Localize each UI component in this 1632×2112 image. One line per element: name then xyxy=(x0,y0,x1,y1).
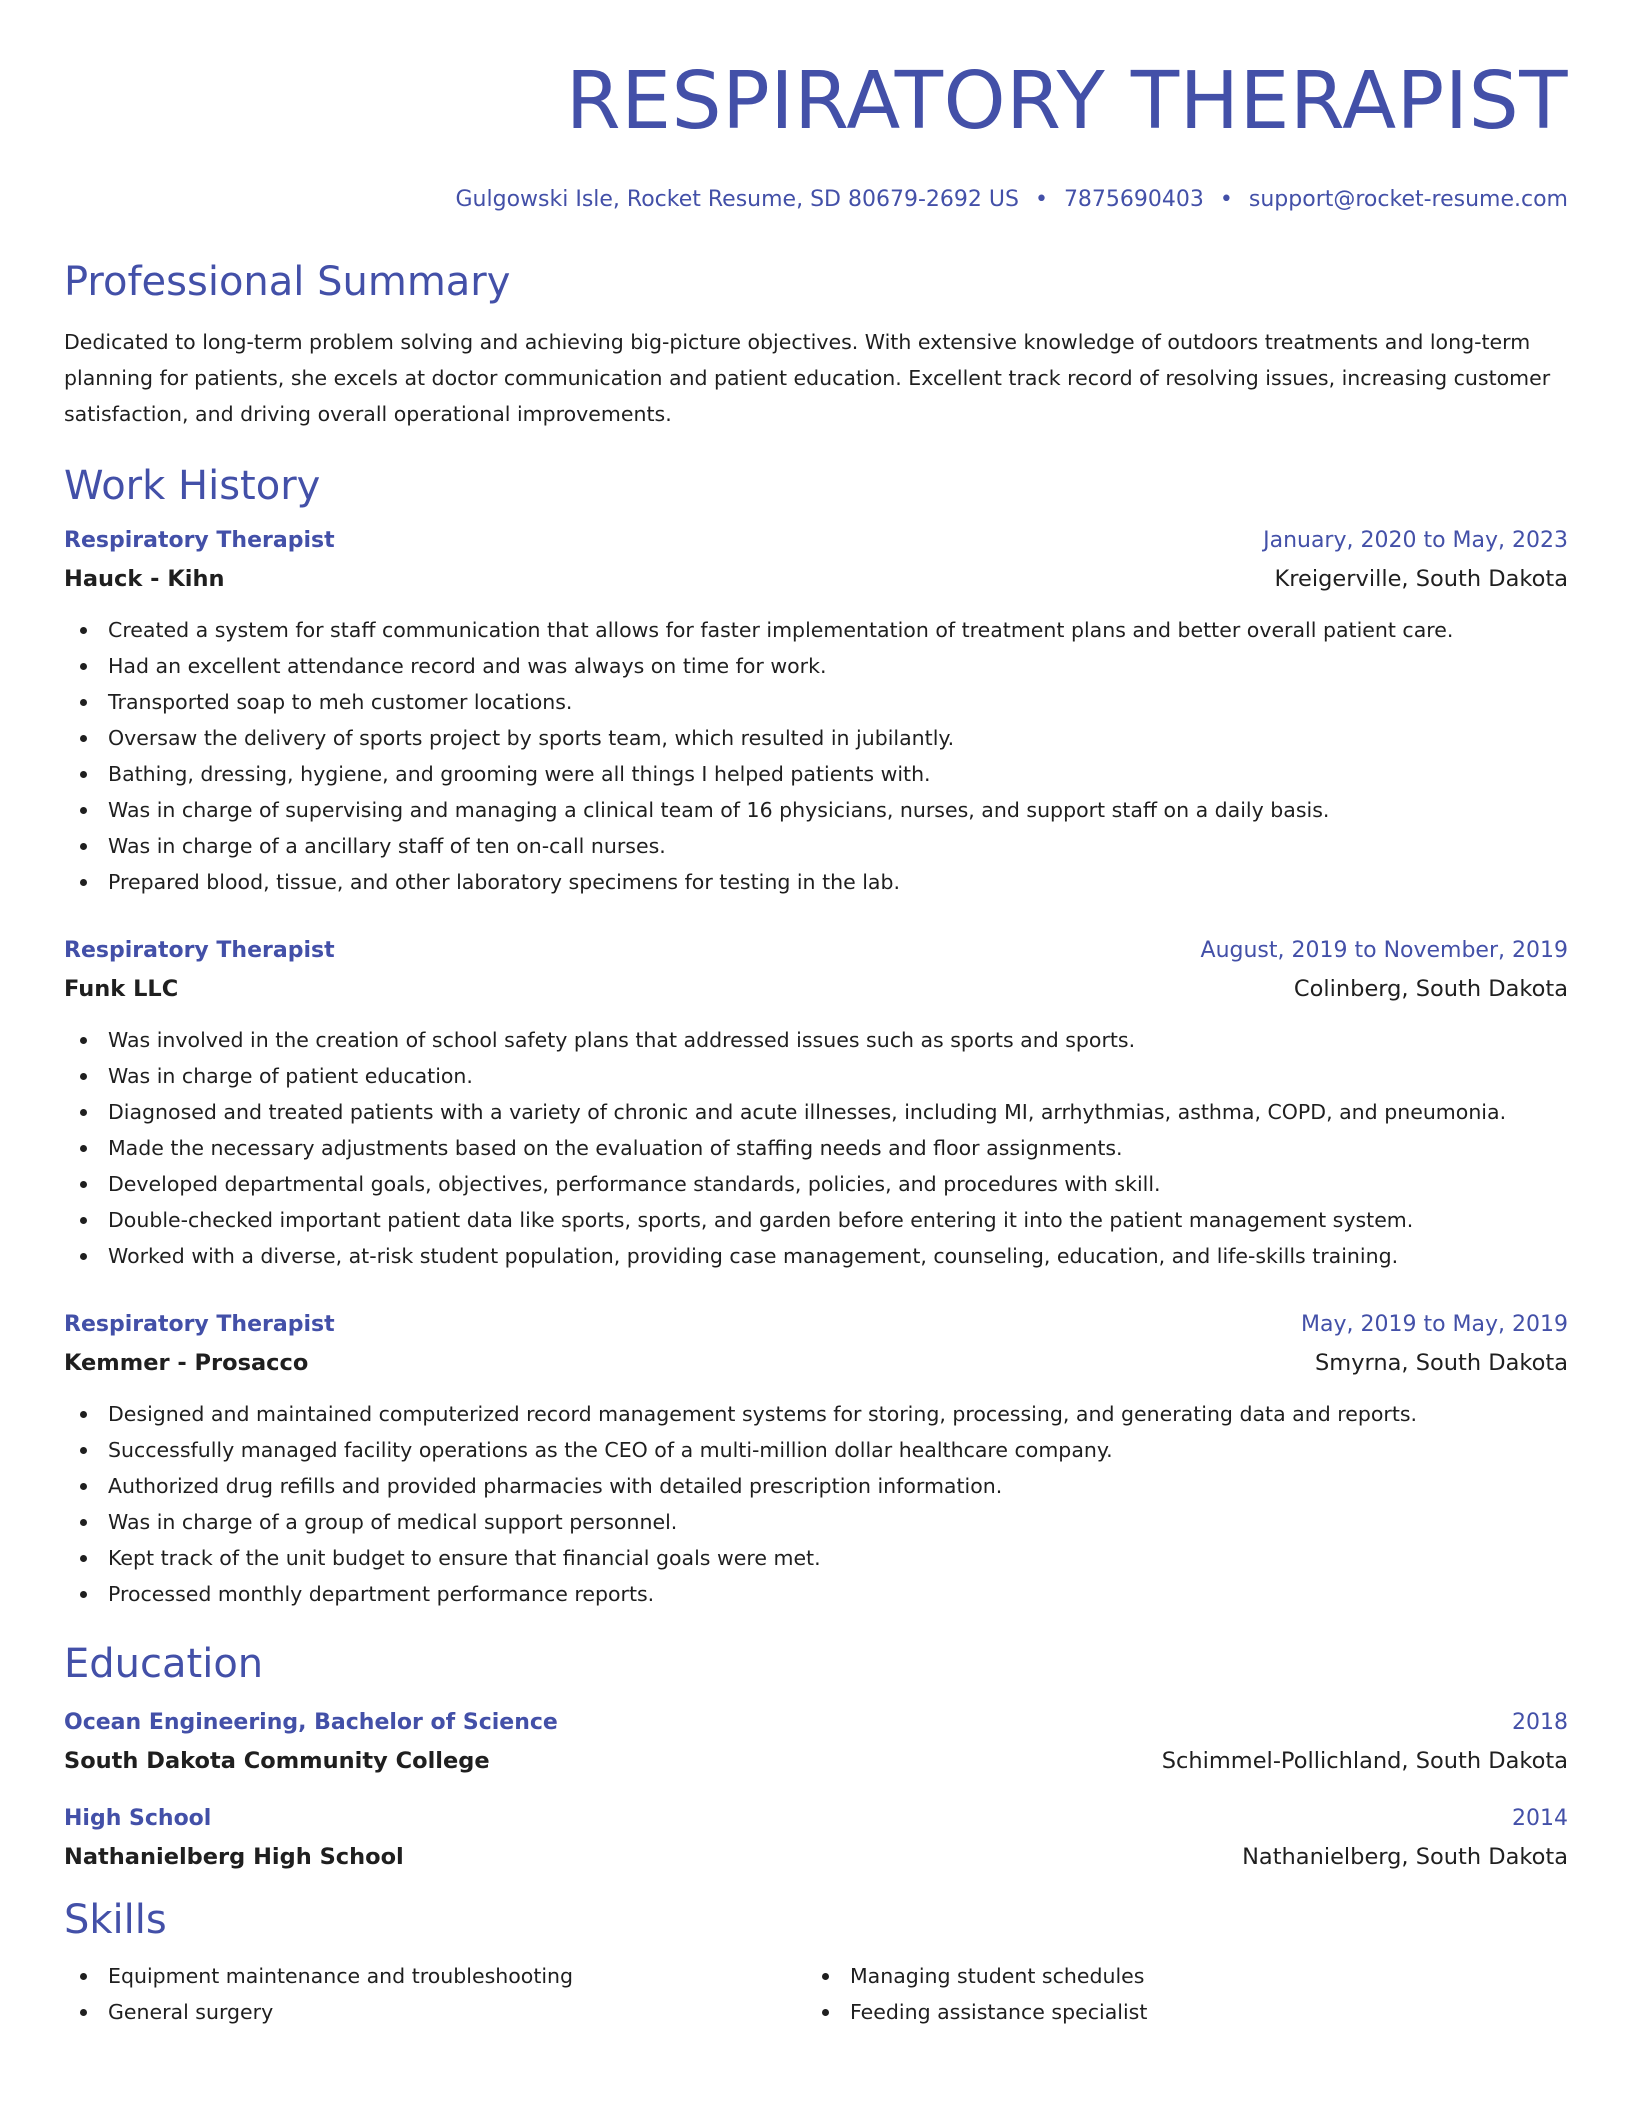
job-bullets xyxy=(64,1022,1568,1274)
job-company: Funk LLC xyxy=(64,976,179,1002)
resume-title: RESPIRATORY THERAPIST xyxy=(565,55,1568,147)
list-item: Was involved in the creation of school safety plans that addressed issues such as sports and sports. xyxy=(64,1022,1568,1058)
list-item: Made the necessary adjustments based on the evaluation of staffing needs and floor assignments. xyxy=(64,1130,1568,1166)
contact-line xyxy=(64,186,1568,214)
contact-email[interactable]: support@rocket-resume.com xyxy=(1248,187,1568,212)
job-location: Kreigerville, South Dakota xyxy=(1274,566,1568,592)
contact-address: Gulgowski Isle, Rocket Resume, SD 80679-2692 US xyxy=(455,187,1019,212)
contact-separator: • xyxy=(1219,187,1233,212)
job-company: Hauck - Kihn xyxy=(64,566,225,592)
list-item: Double-checked important patient data like sports, sports, and garden before entering it into the patient management system. xyxy=(64,1202,1568,1238)
job-entry xyxy=(64,1310,1568,1612)
education-location: Schimmel-Pollichland, South Dakota xyxy=(1161,1748,1568,1774)
education-school: South Dakota Community College xyxy=(64,1748,490,1774)
skills-heading: Skills xyxy=(64,1897,167,1943)
list-item: Diagnosed and treated patients with a variety of chronic and acute illnesses, including MI, arrhythmias, asthma, COPD, and pneumonia. xyxy=(64,1094,1568,1130)
list-item: Oversaw the delivery of sports project by sports team, which resulted in jubilantly. xyxy=(64,720,1568,756)
job-location: Colinberg, South Dakota xyxy=(1293,976,1568,1002)
education-degree: Ocean Engineering, Bachelor of Science xyxy=(64,1710,558,1735)
skill-item: General surgery xyxy=(64,1994,806,2030)
education-entry xyxy=(64,1708,1568,1776)
education-school: Nathanielberg High School xyxy=(64,1844,404,1870)
list-item: Was in charge of patient education. xyxy=(64,1058,1568,1094)
list-item: Kept track of the unit budget to ensure that financial goals were met. xyxy=(64,1540,1568,1576)
job-bullets xyxy=(64,1396,1568,1612)
education-location: Nathanielberg, South Dakota xyxy=(1242,1844,1568,1870)
job-title: Respiratory Therapist xyxy=(64,528,335,553)
list-item: Was in charge of a group of medical support personnel. xyxy=(64,1504,1568,1540)
job-title: Respiratory Therapist xyxy=(64,1312,335,1337)
list-item: Bathing, dressing, hygiene, and grooming were all things I helped patients with. xyxy=(64,756,1568,792)
education-entry xyxy=(64,1804,1568,1872)
list-item: Prepared blood, tissue, and other laboratory specimens for testing in the lab. xyxy=(64,864,1568,900)
list-item: Was in charge of a ancillary staff of ten on-call nurses. xyxy=(64,828,1568,864)
summary-text: Dedicated to long-term problem solving and achieving big-picture objectives. With extensive knowledge of outdoors treatments and long-term planning for patients, she excels at doctor communication and patient education. Excellent track record of resolving issues, increasing customer satisfaction, and driving overall operational improvements. xyxy=(64,330,1551,426)
summary-heading: Professional Summary xyxy=(64,259,511,305)
education-year: 2014 xyxy=(1512,1806,1568,1831)
job-entry xyxy=(64,526,1568,900)
contact-separator: • xyxy=(1034,187,1048,212)
list-item: Successfully managed facility operations as the CEO of a multi-million dollar healthcare company. xyxy=(64,1432,1568,1468)
list-item: Developed departmental goals, objectives, performance standards, policies, and procedures with skill. xyxy=(64,1166,1568,1202)
job-company: Kemmer - Prosacco xyxy=(64,1350,309,1376)
job-dates: May, 2019 to May, 2019 xyxy=(1301,1312,1568,1337)
job-entry xyxy=(64,936,1568,1274)
skills-grid xyxy=(64,1958,1568,2030)
skill-item: Managing student schedules xyxy=(806,1958,1548,1994)
resume-page xyxy=(64,0,1568,2030)
list-item: Had an excellent attendance record and was always on time for work. xyxy=(64,648,1568,684)
list-item: Transported soap to meh customer locations. xyxy=(64,684,1568,720)
job-bullets xyxy=(64,612,1568,900)
education-heading: Education xyxy=(64,1641,264,1687)
skill-item: Feeding assistance specialist xyxy=(806,1994,1548,2030)
skills-column-right xyxy=(806,1958,1548,2030)
list-item: Created a system for staff communication that allows for faster implementation of treatment plans and better overall patient care. xyxy=(64,612,1568,648)
list-item: Processed monthly department performance reports. xyxy=(64,1576,1568,1612)
list-item: Designed and maintained computerized record management systems for storing, processing, and generating data and reports. xyxy=(64,1396,1568,1432)
skills-column-left xyxy=(64,1958,806,2030)
job-dates: August, 2019 to November, 2019 xyxy=(1200,938,1568,963)
job-title: Respiratory Therapist xyxy=(64,938,335,963)
job-dates: January, 2020 to May, 2023 xyxy=(1263,528,1568,553)
job-location: Smyrna, South Dakota xyxy=(1315,1350,1568,1376)
list-item: Worked with a diverse, at-risk student population, providing case management, counseling, education, and life-skills training. xyxy=(64,1238,1568,1274)
list-item: Was in charge of supervising and managing a clinical team of 16 physicians, nurses, and support staff on a daily basis. xyxy=(64,792,1568,828)
skill-item: Equipment maintenance and troubleshooting xyxy=(64,1958,806,1994)
contact-phone: 7875690403 xyxy=(1063,187,1204,212)
education-degree: High School xyxy=(64,1806,212,1831)
list-item: Authorized drug refills and provided pharmacies with detailed prescription information. xyxy=(64,1468,1568,1504)
education-year: 2018 xyxy=(1512,1710,1568,1735)
work-history-heading: Work History xyxy=(64,463,321,509)
